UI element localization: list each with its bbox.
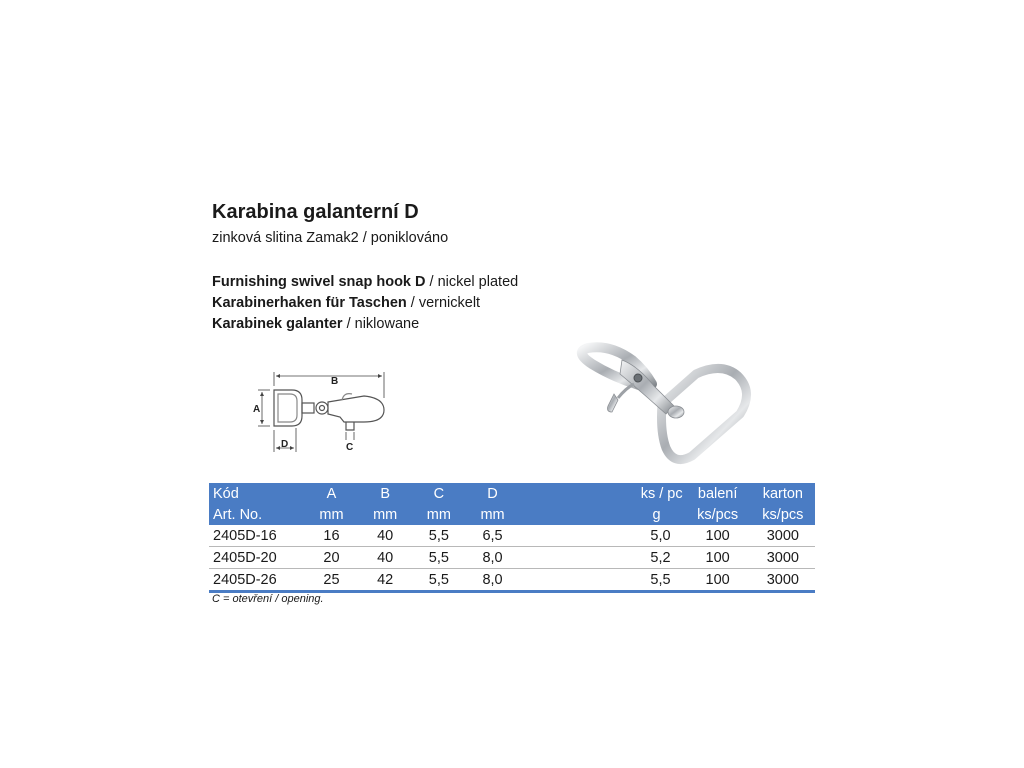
footnote: C = otevření / opening. <box>212 593 324 605</box>
diagram-label-a: A <box>253 404 261 415</box>
subheader-carton: ks/pcs <box>751 504 815 525</box>
dimension-diagram-icon <box>244 370 394 460</box>
subheader-c: mm <box>412 504 466 525</box>
specification-table <box>209 483 815 593</box>
header-b: B <box>358 483 412 504</box>
subheader-a: mm <box>305 504 359 525</box>
cell-c: 5,5 <box>412 569 466 592</box>
subheader-code: Art. No. <box>209 504 305 525</box>
header-c: C <box>412 483 466 504</box>
cell-a: 16 <box>305 525 359 547</box>
cell-carton: 3000 <box>751 525 815 547</box>
table-row <box>209 569 815 592</box>
product-material: zinková slitina Zamak2 / poniklováno <box>212 230 449 246</box>
subheader-weight: g <box>519 504 684 525</box>
header-package: balení <box>685 483 751 504</box>
cell-weight: 5,5 <box>519 569 684 592</box>
translation-en-name: Furnishing swivel snap hook D <box>212 274 426 290</box>
subheader-package: ks/pcs <box>685 504 751 525</box>
table-row <box>209 525 815 547</box>
cell-package: 100 <box>685 569 751 592</box>
translation-de-name: Karabinerhaken für Taschen <box>212 295 407 311</box>
cell-c: 5,5 <box>412 547 466 569</box>
cell-carton: 3000 <box>751 569 815 592</box>
cell-d: 8,0 <box>466 547 520 569</box>
cell-weight: 5,2 <box>519 547 684 569</box>
header-d: D <box>466 483 520 504</box>
diagram-label-d: D <box>281 439 289 450</box>
translation-en-finish: / nickel plated <box>425 274 519 290</box>
cell-d: 6,5 <box>466 525 520 547</box>
cell-d: 8,0 <box>466 569 520 592</box>
cell-package: 100 <box>685 525 751 547</box>
cell-b: 40 <box>358 547 412 569</box>
cell-code: 2405D-16 <box>209 525 305 547</box>
table-row <box>209 547 815 569</box>
cell-a: 25 <box>305 569 359 592</box>
snap-hook-photo-icon <box>562 340 772 470</box>
header-a: A <box>305 483 359 504</box>
translation-de-finish: / vernickelt <box>406 295 481 311</box>
subheader-d: mm <box>466 504 520 525</box>
cell-code: 2405D-20 <box>209 547 305 569</box>
subheader-b: mm <box>358 504 412 525</box>
translation-en <box>212 274 518 290</box>
cell-package: 100 <box>685 547 751 569</box>
table-header-row <box>209 483 815 504</box>
diagram-label-b: B <box>331 376 339 387</box>
cell-code: 2405D-26 <box>209 569 305 592</box>
table-subheader-row <box>209 504 815 525</box>
product-title: Karabina galanterní D <box>212 201 419 223</box>
diagram-label-c: C <box>346 442 354 453</box>
cell-a: 20 <box>305 547 359 569</box>
cell-b: 40 <box>358 525 412 547</box>
cell-c: 5,5 <box>412 525 466 547</box>
translation-pl-name: Karabinek galanter <box>212 316 343 332</box>
header-weight: ks / pc <box>519 483 684 504</box>
translation-pl-finish: / niklowane <box>342 316 420 332</box>
cell-b: 42 <box>358 569 412 592</box>
cell-weight: 5,0 <box>519 525 684 547</box>
translation-de <box>212 295 480 311</box>
translation-pl <box>212 316 419 332</box>
header-code: Kód <box>209 483 305 504</box>
header-carton: karton <box>751 483 815 504</box>
cell-carton: 3000 <box>751 547 815 569</box>
